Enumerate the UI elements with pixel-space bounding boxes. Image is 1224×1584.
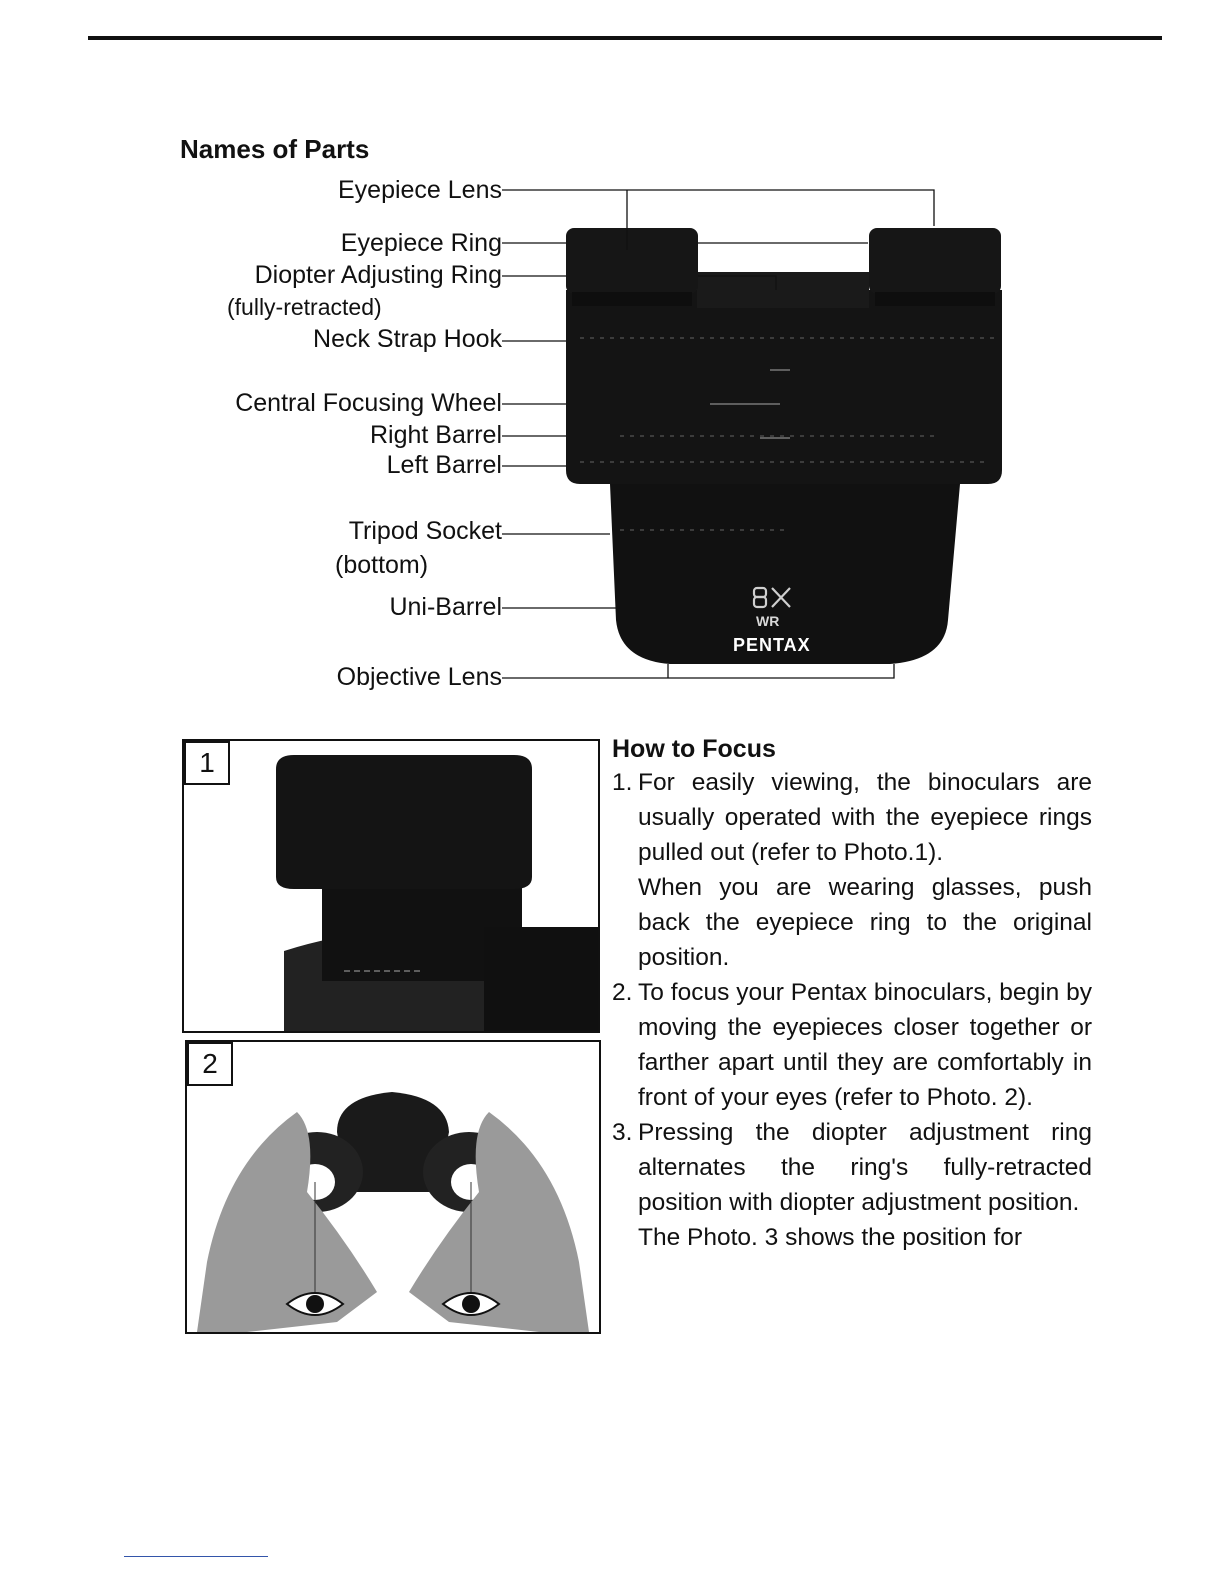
label-tripod-note: (bottom) xyxy=(335,551,429,579)
photo-2-number: 2 xyxy=(187,1042,233,1086)
bottom-rule xyxy=(124,1556,268,1557)
step-3-number: 3. xyxy=(612,1119,633,1146)
label-eyepiece-lens: Eyepiece Lens xyxy=(337,176,502,204)
label-diopter-ring: Diopter Adjusting Ring xyxy=(254,261,502,289)
step-1-text: For easily viewing, the binoculars are usually operated with the eyepiece rings pulled out (refer to Photo.1). xyxy=(638,769,1092,866)
model-series-text: WR xyxy=(756,613,780,629)
brand-logo-text: PENTAX xyxy=(733,635,811,655)
how-to-focus-title: How to Focus xyxy=(612,735,776,763)
photo-1 xyxy=(182,739,600,1033)
hands-holding-binoculars-image xyxy=(187,1042,599,1332)
step-1-number: 1. xyxy=(612,769,633,796)
label-uni-barrel: Uni-Barrel xyxy=(389,593,502,621)
step-3-text: Pressing the diopter adjustment ring alternates the ring's fully-retracted position with diopter adjustment position. xyxy=(638,1119,1092,1216)
label-tripod-socket: Tripod Socket xyxy=(348,517,502,545)
label-objective-lens: Objective Lens xyxy=(336,663,502,691)
step-3 xyxy=(612,1115,1092,1255)
how-to-focus-section xyxy=(612,733,1092,1255)
label-central-focusing-wheel: Central Focusing Wheel xyxy=(235,389,502,417)
label-right-barrel: Right Barrel xyxy=(370,421,502,449)
step-1 xyxy=(612,765,1092,975)
photo-1-number: 1 xyxy=(184,741,230,785)
label-eyepiece-ring: Eyepiece Ring xyxy=(340,229,502,257)
label-neck-strap-hook: Neck Strap Hook xyxy=(313,325,502,353)
photo-2 xyxy=(185,1040,601,1334)
label-diopter-note: (fully-retracted) xyxy=(227,294,382,320)
binocular-diagram xyxy=(0,0,1224,720)
step-3-text-2: The Photo. 3 shows the position for xyxy=(638,1224,1023,1251)
eyepiece-closeup-image xyxy=(184,741,598,1031)
label-left-barrel: Left Barrel xyxy=(386,451,502,479)
names-of-parts-heading: Names of Parts xyxy=(180,134,370,164)
step-2 xyxy=(612,975,1092,1115)
step-2-number: 2. xyxy=(612,979,633,1006)
step-1-text-2: When you are wearing glasses, push back the eyepiece ring to the original position. xyxy=(638,874,1092,971)
step-2-text: To focus your Pentax binoculars, begin by moving the eyepieces closer together or farther apart until they are comfortably in front of your eyes (refer to Photo. 2). xyxy=(638,979,1092,1111)
